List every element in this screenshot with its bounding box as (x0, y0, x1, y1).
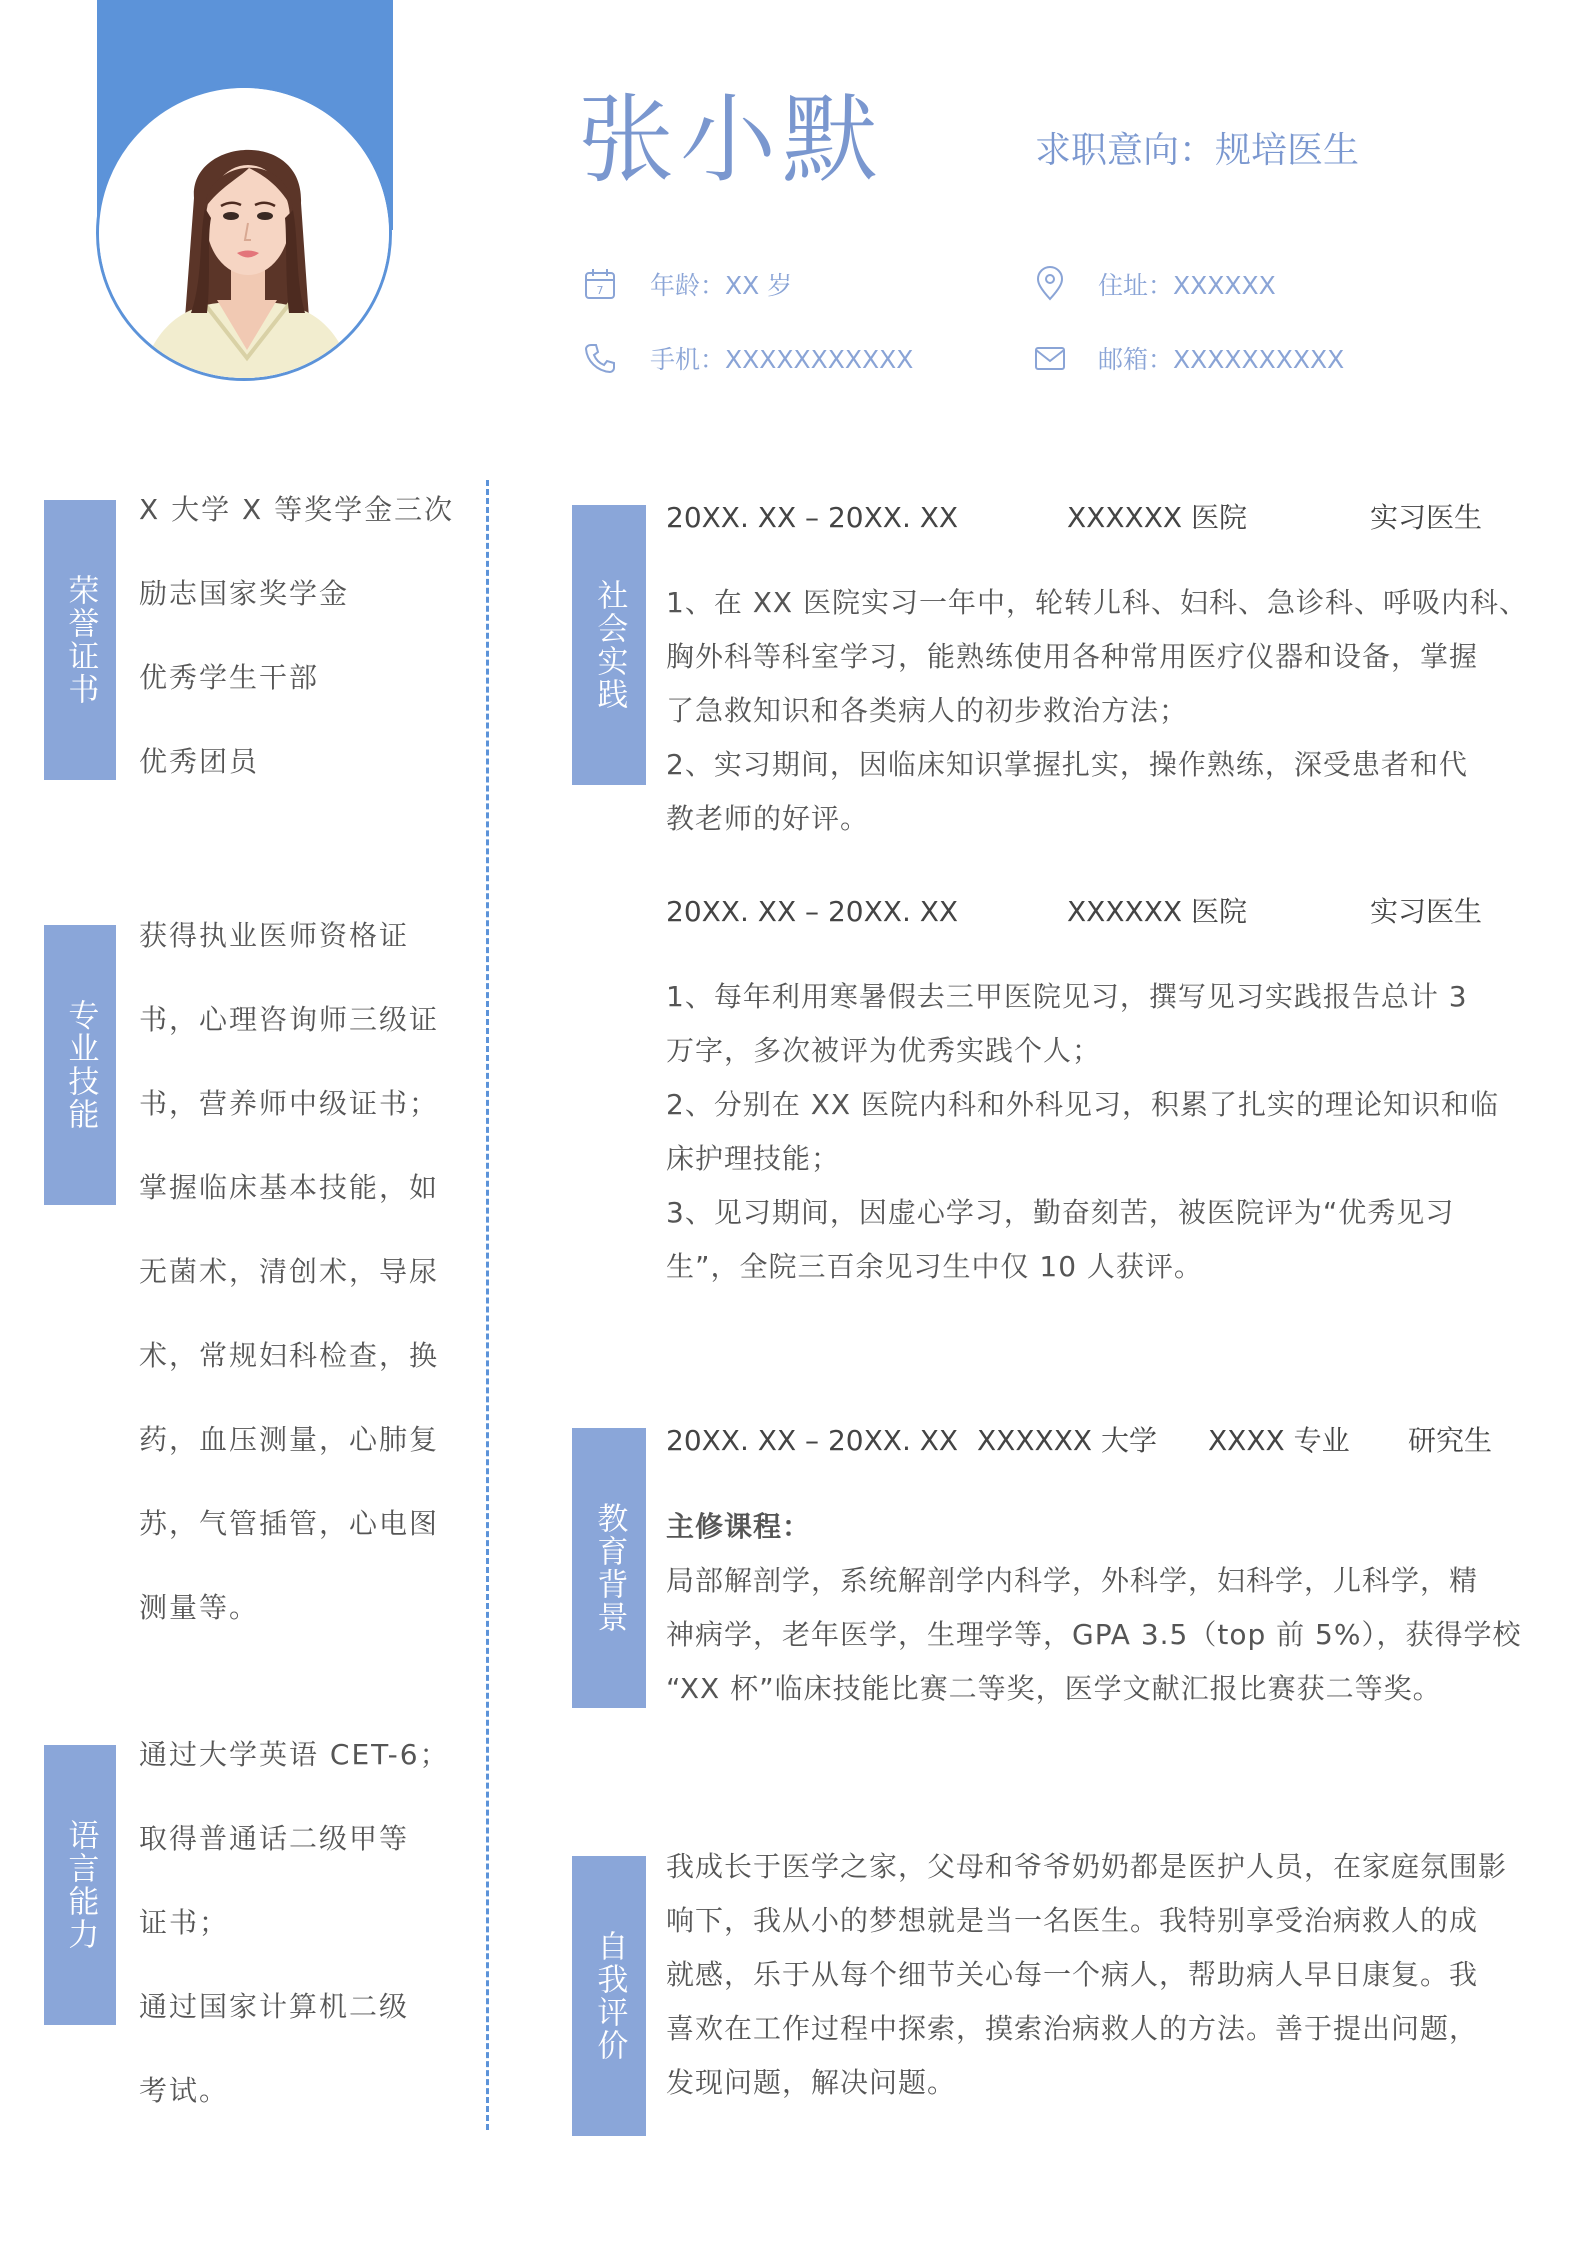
list-item: 优秀团员 (139, 745, 260, 778)
text-line: 无菌术，清创术，导尿 (139, 1255, 440, 1288)
text-line: 床护理技能； (666, 1142, 841, 1175)
practice-1-description (666, 576, 1528, 846)
section-tag-practice: 社会实践 (572, 505, 646, 785)
address-text: 住址：XXXXXX (1098, 271, 1276, 300)
self-evaluation-text (666, 1840, 1507, 2110)
text-line: 苏，气管插管，心电图 (139, 1507, 440, 1540)
text-line: 通过国家计算机二级 (139, 1990, 410, 2023)
envelope-icon (1032, 340, 1068, 376)
svg-text:7: 7 (596, 284, 604, 297)
practice-1-org: XXXXXX 医院 (1067, 501, 1247, 534)
text-line: 通过大学英语 CET-6； (139, 1738, 450, 1771)
practice-1-date: 20XX. XX – 20XX. XX (666, 501, 959, 534)
text-line: 喜欢在工作过程中探索，摸索治病救人的方法。善于提出问题， (666, 2012, 1479, 2045)
honors-list (139, 468, 454, 804)
email-text: 邮箱：XXXXXXXXXX (1098, 345, 1345, 374)
avatar (96, 85, 392, 381)
text-line: 生”，全院三百余见习生中仅 10 人获评。 (666, 1250, 1203, 1283)
text-line: “XX 杯”临床技能比赛二等奖，医学文献汇报比赛获二等奖。 (666, 1672, 1442, 1705)
text-line: 我成长于医学之家，父母和爷爷奶奶都是医护人员，在家庭氛围影 (666, 1850, 1508, 1883)
section-tag-honors: 荣誉证书 (44, 500, 116, 780)
text-line: 3、见习期间，因虚心学习，勤奋刻苦，被医院评为“优秀见习 (666, 1196, 1455, 1229)
practice-2-org: XXXXXX 医院 (1067, 895, 1247, 928)
text-line: 术，常规妇科检查，换 (139, 1339, 440, 1372)
text-line: 1、在 XX 医院实习一年中，轮转儿科、妇科、急诊科、呼吸内科、 (666, 586, 1528, 619)
text-line: 教老师的好评。 (666, 802, 870, 835)
courses-label: 主修课程： (666, 1510, 812, 1543)
education-degree: 研究生 (1408, 1424, 1493, 1457)
practice-2-role: 实习医生 (1370, 895, 1483, 928)
education-description (666, 1554, 1521, 1716)
language-text (139, 1713, 450, 2133)
text-line: 测量等。 (139, 1591, 260, 1624)
practice-1-role: 实习医生 (1370, 501, 1483, 534)
text-line: 发现问题，解决问题。 (666, 2066, 957, 2099)
text-line: 1、每年利用寒暑假去三甲医院见习，撰写见习实践报告总计 3 (666, 980, 1468, 1013)
phone-icon (582, 340, 618, 376)
age-text: 年龄：XX 岁 (650, 271, 793, 300)
portrait-illustration-icon (99, 88, 392, 381)
skills-text (139, 894, 439, 1650)
text-line: 书，心理咨询师三级证 (139, 1003, 440, 1036)
list-item: X 大学 X 等奖学金三次 (139, 493, 455, 526)
practice-2-date: 20XX. XX – 20XX. XX (666, 895, 959, 928)
text-line: 万字，多次被评为优秀实践个人； (666, 1034, 1102, 1067)
text-line: 响下，我从小的梦想就是当一名医生。我特别享受治病救人的成 (666, 1904, 1479, 1937)
text-line: 证书； (139, 1906, 230, 1939)
calendar-icon (582, 266, 618, 302)
text-line: 胸外科等科室学习，能熟练使用各种常用医疗仪器和设备，掌握 (666, 640, 1479, 673)
section-tag-self-evaluation: 自我评价 (572, 1856, 646, 2136)
list-item: 优秀学生干部 (139, 661, 320, 694)
text-line: 药，血压测量，心肺复 (139, 1423, 440, 1456)
practice-2-description (666, 970, 1499, 1294)
phone-text: 手机：XXXXXXXXXXX (650, 345, 914, 374)
section-tag-education: 教育背景 (572, 1428, 646, 1708)
section-tag-language: 语言能力 (44, 1745, 116, 2025)
list-item: 励志国家奖学金 (139, 577, 350, 610)
text-line: 了急救知识和各类病人的初步救治方法； (666, 694, 1189, 727)
education-major: XXXX 专业 (1208, 1424, 1350, 1457)
text-line: 获得执业医师资格证 (139, 919, 410, 952)
text-line: 书，营养师中级证书； (139, 1087, 440, 1120)
education-school: XXXXXX 大学 (977, 1424, 1157, 1457)
text-line: 取得普通话二级甲等 (139, 1822, 410, 1855)
text-line: 神病学，老年医学，生理学等，GPA 3.5（top 前 5%），获得学校 (666, 1618, 1522, 1651)
column-divider (486, 480, 489, 2130)
education-date: 20XX. XX – 20XX. XX (666, 1424, 959, 1457)
text-line: 2、实习期间，因临床知识掌握扎实，操作熟练，深受患者和代 (666, 748, 1468, 781)
section-tag-skills: 专业技能 (44, 925, 116, 1205)
text-line: 局部解剖学，系统解剖学内科学，外科学，妇科学，儿科学，精 (666, 1564, 1479, 1597)
location-pin-icon (1032, 266, 1068, 302)
text-line: 掌握临床基本技能，如 (139, 1171, 440, 1204)
text-line: 就感，乐于从每个细节关心每一个病人，帮助病人早日康复。我 (666, 1958, 1479, 1991)
job-intent: 求职意向：规培医生 (1035, 130, 1360, 171)
text-line: 考试。 (139, 2074, 230, 2107)
text-line: 2、分别在 XX 医院内科和外科见习，积累了扎实的理论知识和临 (666, 1088, 1499, 1121)
candidate-name: 张小默 (578, 84, 884, 196)
